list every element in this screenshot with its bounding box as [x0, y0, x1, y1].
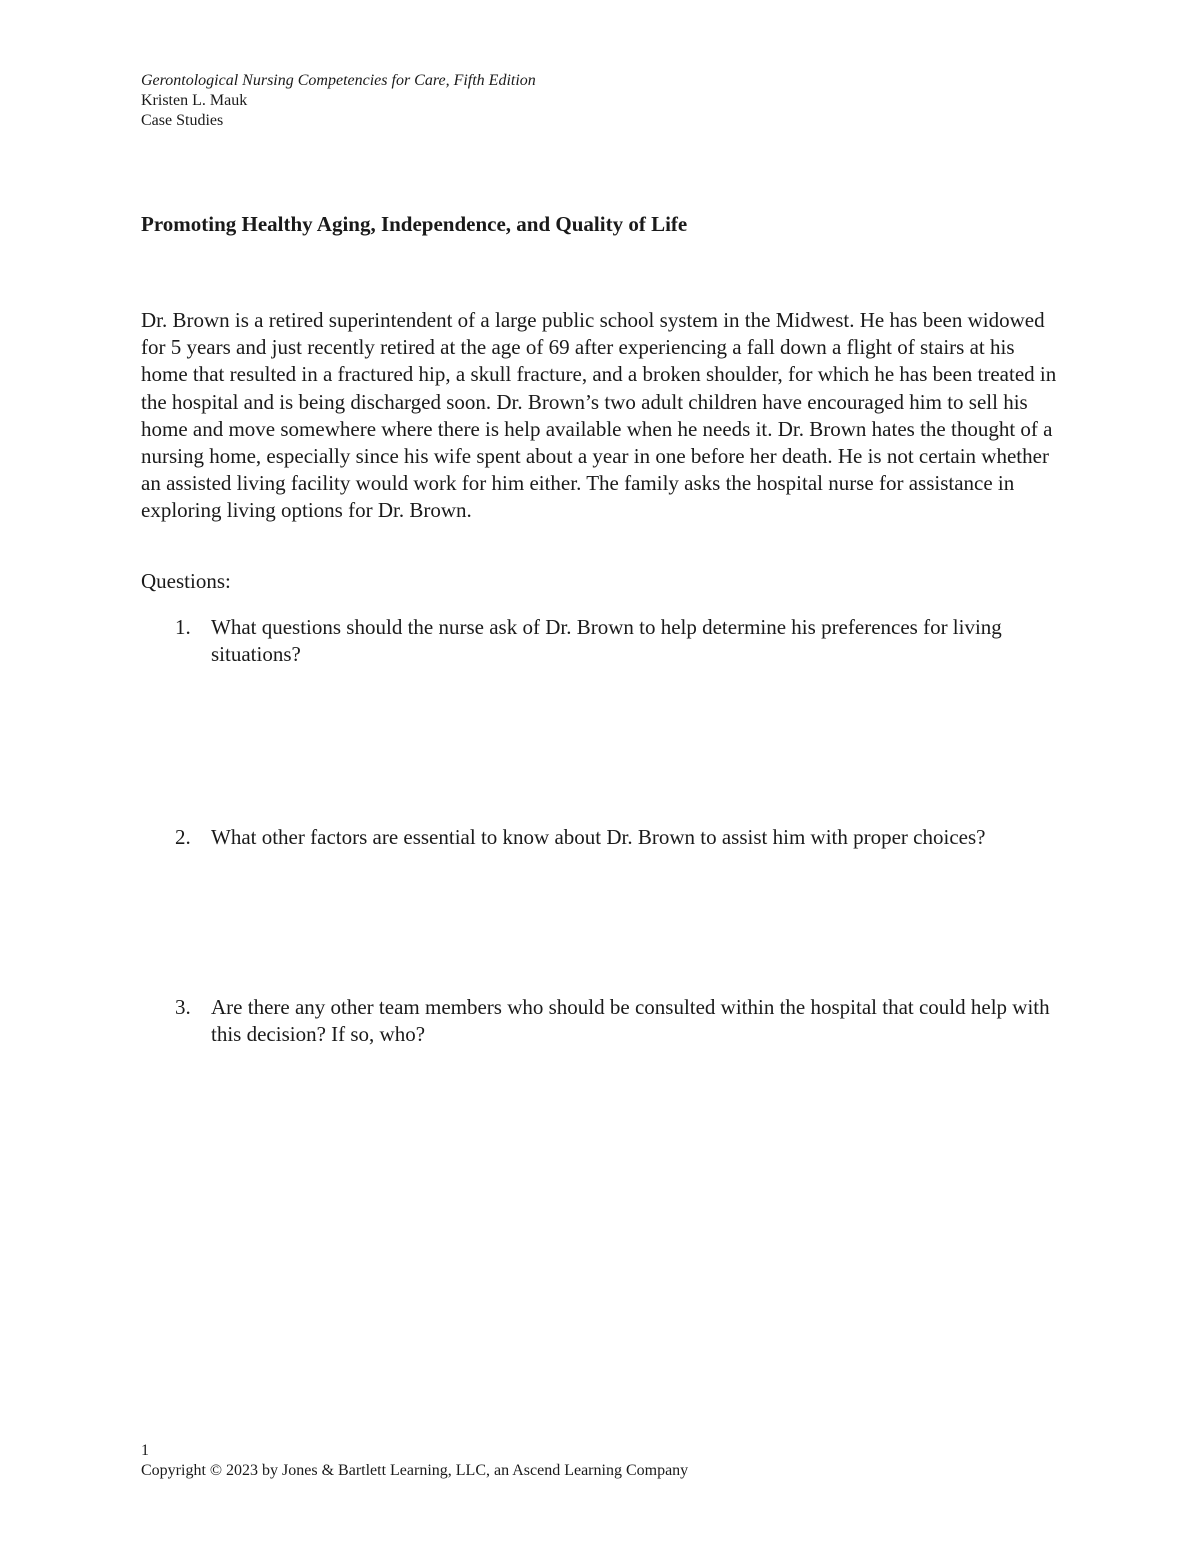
questions-label: Questions: — [141, 569, 231, 593]
author-name: Kristen L. Mauk — [141, 92, 248, 109]
question-text: What questions should the nurse ask of Dr. Brown to help determine his preferences for living situations? — [211, 615, 1002, 667]
section-name: Case Studies — [141, 112, 224, 129]
question-item-2 — [141, 824, 1071, 851]
question-number: 2. — [175, 825, 191, 849]
copyright-notice: Copyright © 2023 by Jones & Bartlett Learning, LLC, an Ascend Learning Company — [141, 1462, 689, 1479]
question-number: 3. — [175, 995, 191, 1019]
question-item-1 — [141, 614, 1071, 668]
question-text: What other factors are essential to know about Dr. Brown to assist him with proper choices? — [211, 825, 986, 849]
book-title: Gerontological Nursing Competencies for Care, Fifth Edition — [141, 72, 536, 89]
document-title: Promoting Healthy Aging, Independence, and Quality of Life — [141, 212, 688, 236]
case-description: Dr. Brown is a retired superintendent of a large public school system in the Midwest. He has been widowed for 5 years and just recently retired at the age of 69 after experiencing a fall down a flight of stairs at his home that resulted in a fractured hip, a skull fracture, and a broken shoulder, for which he has been treated in the hospital and is being discharged soon. Dr. Brown’s two adult children have encouraged him to sell his home and move somewhere where there is help available when he needs it. Dr. Brown hates the thought of a nursing home, especially since his wife spent about a year in one before her death. He is not certain whether an assisted living facility would work for him either. The family asks the hospital nurse for assistance in exploring living options for Dr. Brown. — [141, 308, 1057, 523]
question-number: 1. — [175, 615, 191, 639]
page-header — [141, 71, 536, 131]
page-number: 1 — [141, 1442, 149, 1459]
question-text: Are there any other team members who should be consulted within the hospital that could help with this decision? If so, who? — [211, 995, 1050, 1047]
question-item-3 — [141, 994, 1071, 1048]
page-footer — [141, 1441, 688, 1481]
